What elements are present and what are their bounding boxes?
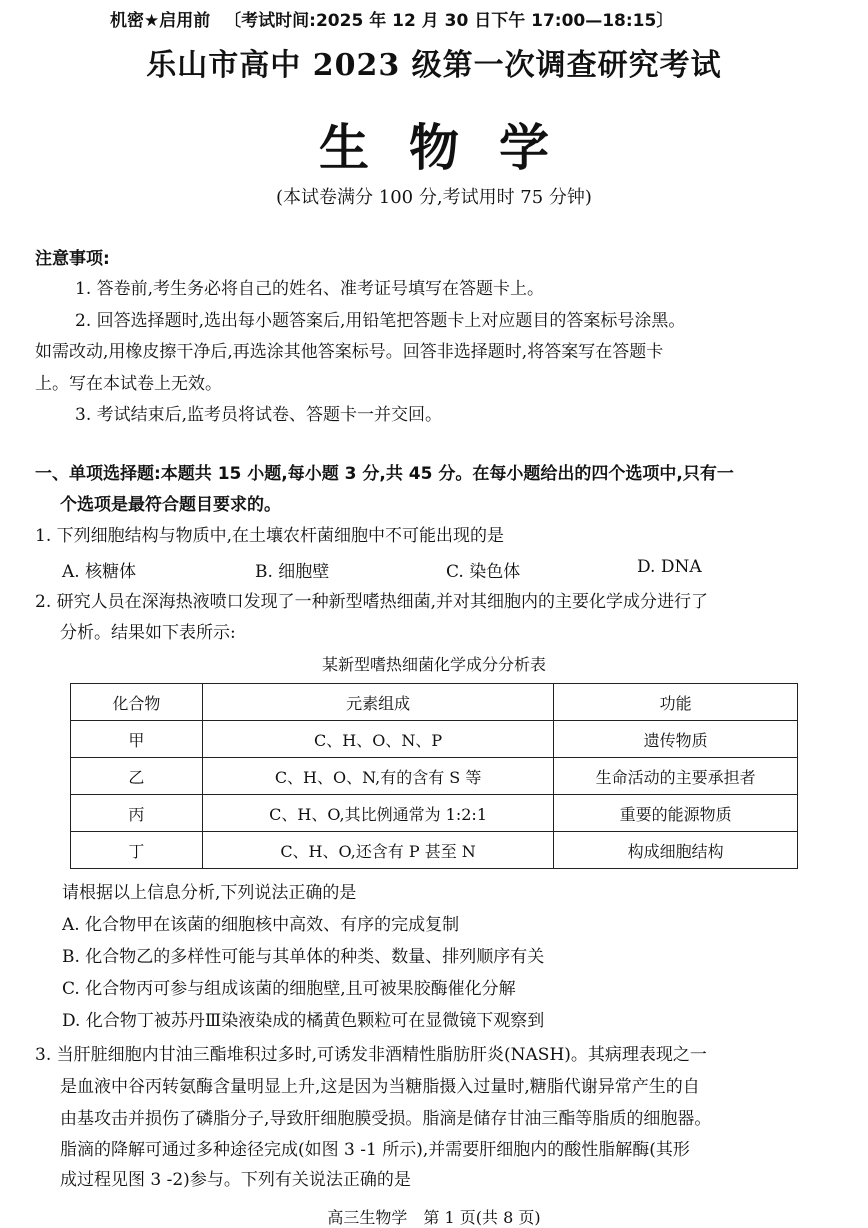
exam-time: 〔考试时间:2025 年 12 月 30 日下午 17:00—18:15〕	[224, 11, 674, 31]
q3-line: 脂滴的降解可通过多种途径完成(如图 3 -1 所示),并需要肝细胞内的酸性脂解酶(其形	[60, 1140, 690, 1160]
table-cell: 重要的能源物质	[554, 795, 798, 832]
notice-item: 2. 回答选择题时,选出每小题答案后,用铅笔把答题卡上对应题目的答案标号涂黑。	[75, 311, 686, 331]
table-header: 元素组成	[202, 684, 554, 721]
notice-item: 上。写在本试卷上无效。	[35, 374, 222, 394]
q3-line: 成过程见图 3 -2)参与。下列有关说法正确的是	[60, 1170, 411, 1190]
notice-item: 1. 答卷前,考生务必将自己的姓名、准考证号填写在答题卡上。	[75, 279, 545, 299]
section-heading-cont: 个选项是最符合题目要求的。	[60, 495, 281, 515]
table-row	[71, 758, 798, 795]
table-cell: 遗传物质	[554, 721, 798, 758]
section-heading: 一、单项选择题:本题共 15 小题,每小题 3 分,共 45 分。在每小题给出的四个选项中,只有一	[35, 464, 734, 484]
table-header-row	[71, 684, 798, 721]
q2-option-c: C. 化合物丙可参与组成该菌的细胞壁,且可被果胶酶催化分解	[62, 979, 516, 999]
q3-line: 由基攻击并损伤了磷脂分子,导致肝细胞膜受损。脂滴是储存甘油三酯等脂质的细胞器。	[60, 1109, 712, 1129]
page-footer: 高三生物学 第 1 页(共 8 页)	[327, 1208, 541, 1227]
q2-option-b: B. 化合物乙的多样性可能与其单体的种类、数量、排列顺序有关	[62, 947, 545, 967]
q2-option-a: A. 化合物甲在该菌的细胞核中高效、有序的完成复制	[62, 915, 460, 935]
exam-header	[110, 6, 673, 31]
q1-option-d: D. DNA	[637, 557, 702, 577]
confidential-label: 机密★启用前	[110, 11, 211, 31]
table-cell: C、H、O、N、P	[202, 721, 554, 758]
q2-option-d: D. 化合物丁被苏丹Ⅲ染液染成的橘黄色颗粒可在显微镜下观察到	[62, 1011, 545, 1031]
table-cell: 甲	[71, 721, 203, 758]
q3-line: 是血液中谷丙转氨酶含量明显上升,这是因为当糖脂摄入过量时,糖脂代谢异常产生的自	[60, 1077, 700, 1097]
table-cell: C、H、O,其比例通常为 1:2:1	[202, 795, 554, 832]
q1-stem: 1. 下列细胞结构与物质中,在土壤农杆菌细胞中不可能出现的是	[35, 526, 505, 546]
q2-stem: 2. 研究人员在深海热液喷口发现了一种新型嗜热细菌,并对其细胞内的主要化学成分进行了	[35, 592, 709, 612]
score-note: (本试卷满分 100 分,考试用时 75 分钟)	[276, 187, 592, 208]
table-caption: 某新型嗜热细菌化学成分分析表	[321, 655, 546, 674]
table-cell: 构成细胞结构	[554, 832, 798, 869]
q2-stem-cont: 分析。结果如下表所示:	[60, 623, 236, 643]
table-cell: C、H、O,还含有 P 甚至 N	[202, 832, 554, 869]
table-cell: 生命活动的主要承担者	[554, 758, 798, 795]
notice-item: 如需改动,用橡皮擦干净后,再选涂其他答案标号。回答非选择题时,将答案写在答题卡	[35, 342, 664, 362]
table-header: 化合物	[71, 684, 203, 721]
table-cell: 丁	[71, 832, 203, 869]
subject-title: 生物学	[319, 118, 589, 177]
notice-item: 3. 考试结束后,监考员将试卷、答题卡一并交回。	[75, 405, 443, 425]
table-cell: 乙	[71, 758, 203, 795]
q1-option-b: B. 细胞壁	[255, 562, 330, 582]
table-row	[71, 795, 798, 832]
q1-option-c: C. 染色体	[446, 562, 521, 582]
q2-prompt: 请根据以上信息分析,下列说法正确的是	[62, 883, 357, 903]
q1-option-a: A. 核糖体	[62, 562, 137, 582]
composition-table	[70, 683, 798, 869]
exam-title: 乐山市高中 2023 级第一次调查研究考试	[146, 48, 722, 83]
table-row	[71, 832, 798, 869]
table-cell: 丙	[71, 795, 203, 832]
q3-line: 3. 当肝脏细胞内甘油三酯堆积过多时,可诱发非酒精性脂肪肝炎(NASH)。其病理表现之一	[35, 1045, 707, 1065]
table-header: 功能	[554, 684, 798, 721]
notice-heading: 注意事项:	[35, 249, 110, 269]
table-row	[71, 721, 798, 758]
table-cell: C、H、O、N,有的含有 S 等	[202, 758, 554, 795]
